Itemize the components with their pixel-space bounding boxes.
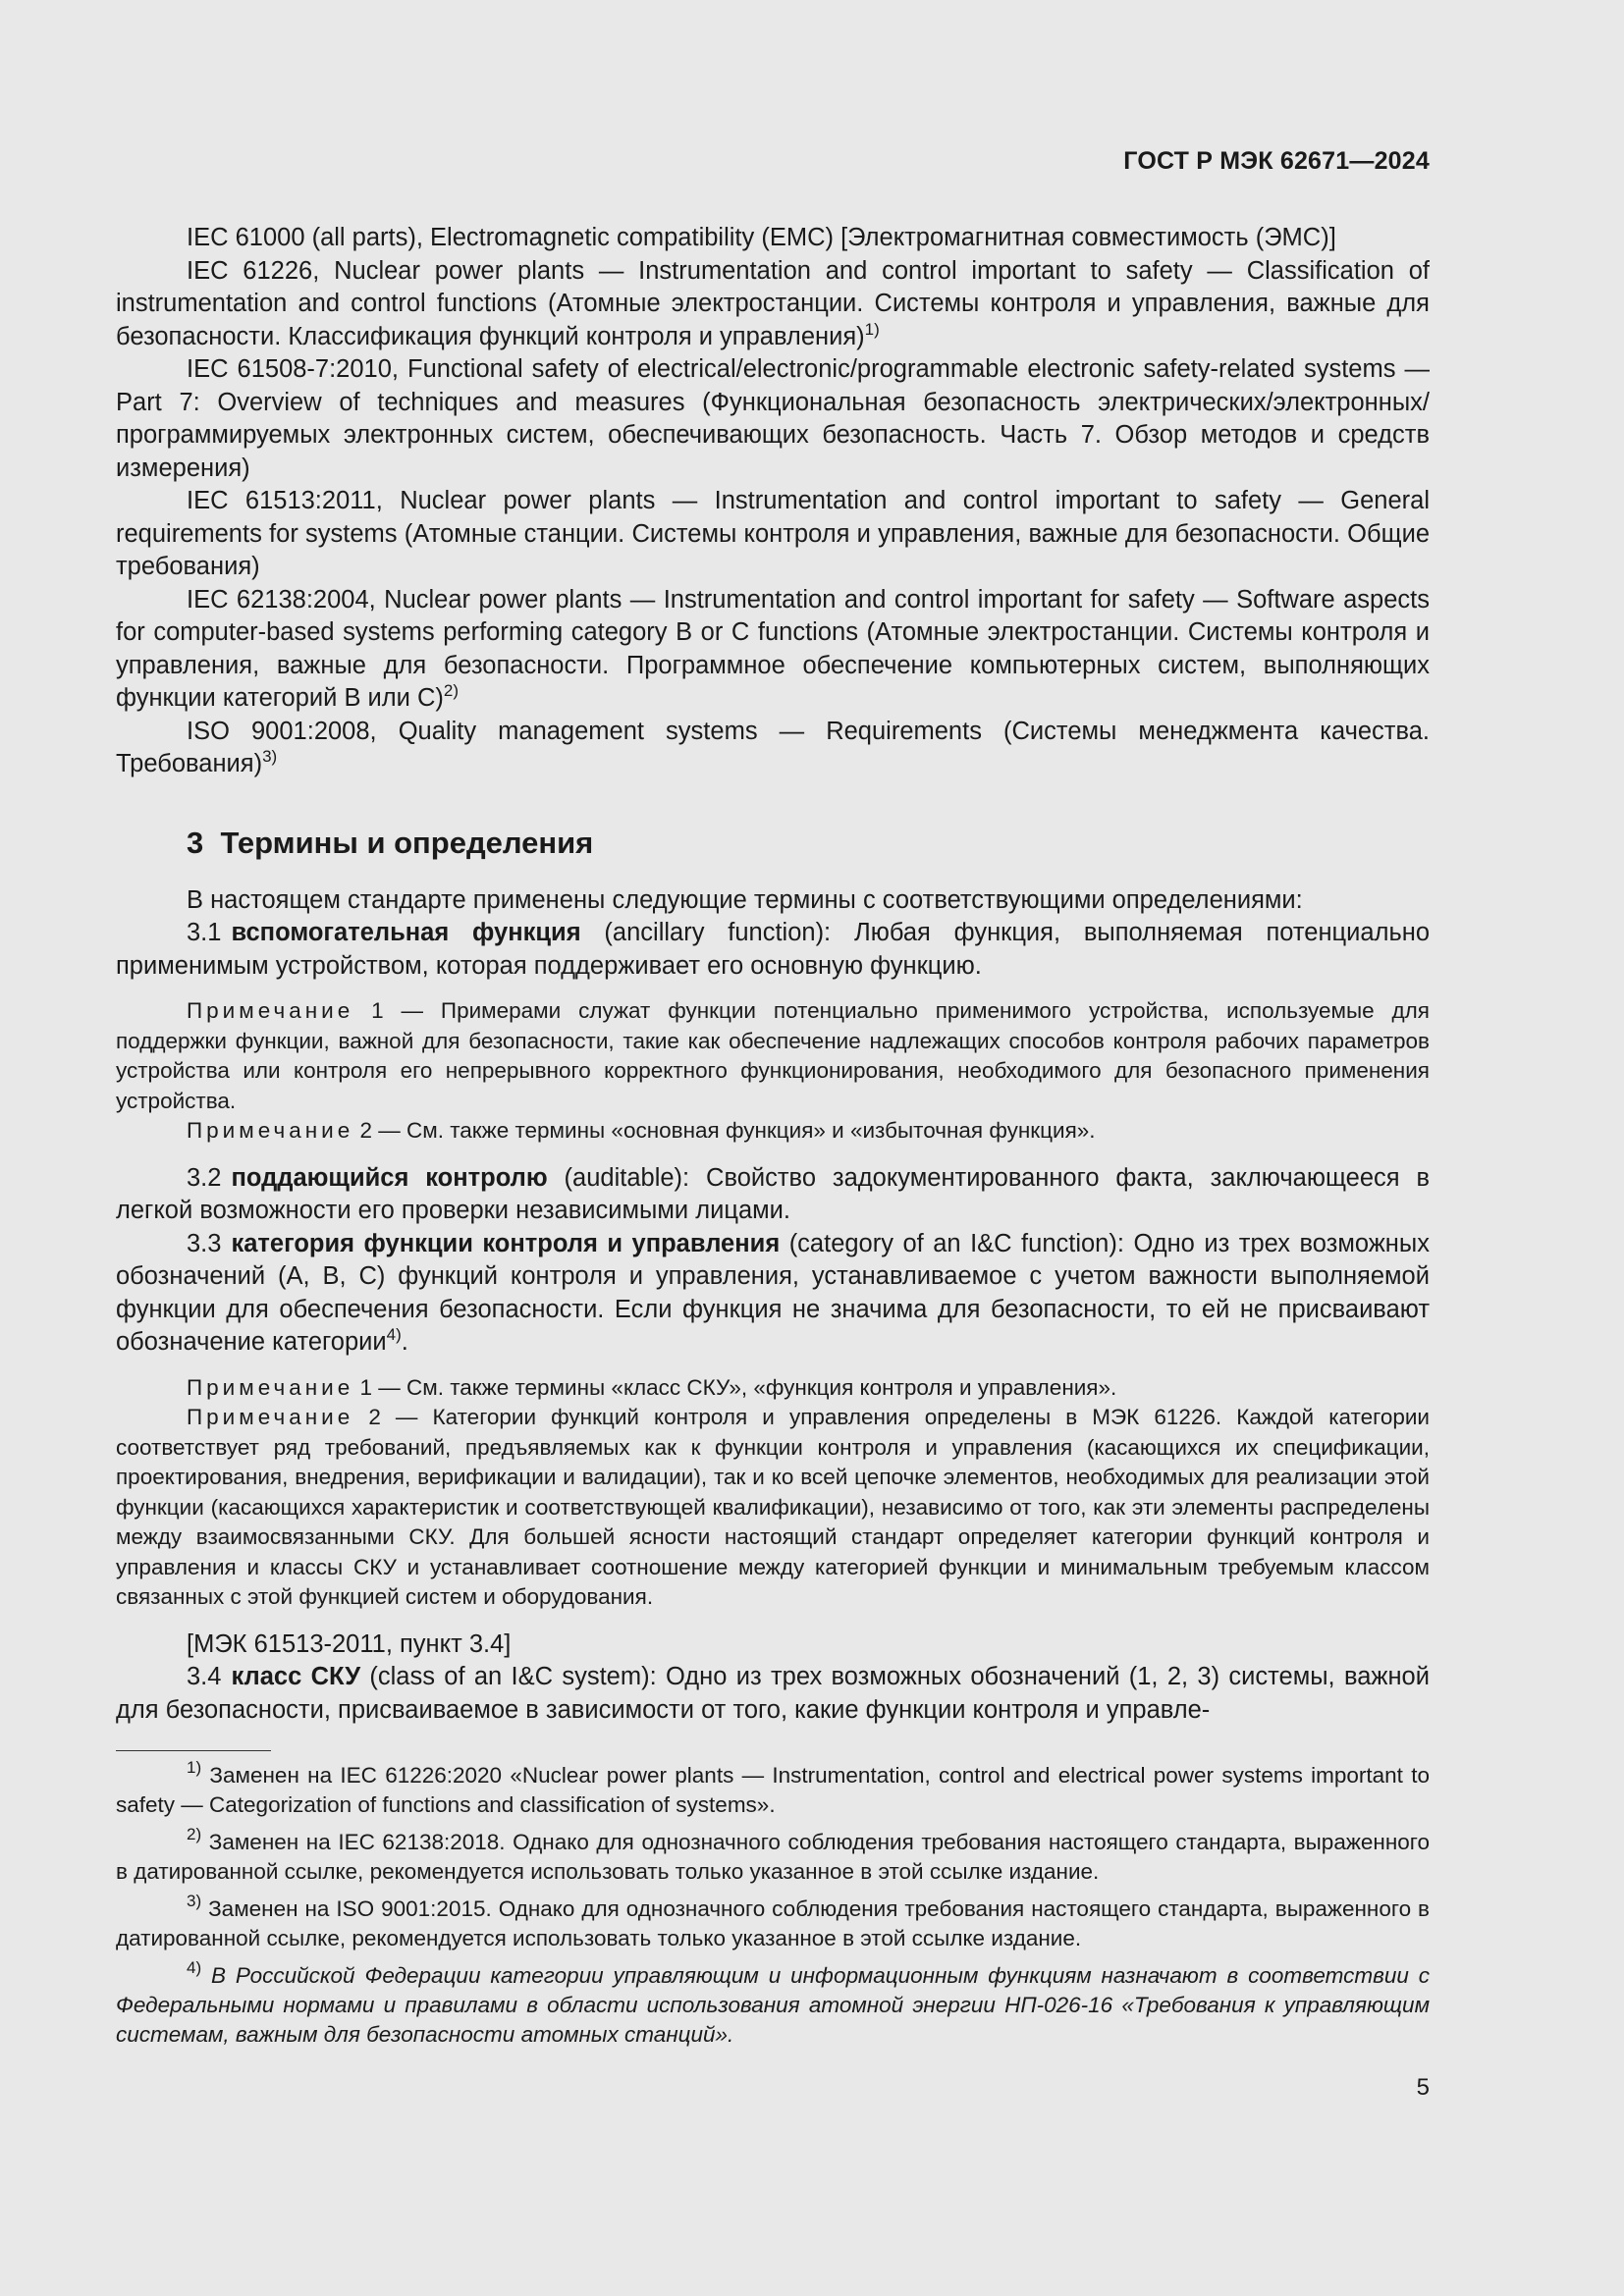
- note-label: Примечание: [187, 998, 354, 1023]
- note: [116, 1116, 1430, 1147]
- note: [116, 1403, 1430, 1613]
- footnote-mark: 2): [443, 681, 460, 700]
- reference-item: IEC 61226, Nuclear power plants — Instrumentation and control important to safety — Classification of instrumentation and control functions (Атомные электростанции. Системы контроля и управления, важные для безопасности. Классификация функций контроля и управления)$^{1)}$: [116, 256, 1430, 350]
- note-text: 2 — Категории функций контроля и управления определены в МЭК 61226. Каждой категории соответствует ряд требований, предъявляемых как к функции контроля и управления (касающихся их спецификации, проектирования, внедрения, верификации и валидации), так и ко всей цепочке элементов, необходимых для реализации этой функции (касающихся характеристик и соответствующей квалификации), независимо от того, как эти элементы распределены между взаимосвязанными СКУ. Для большей ясности настоящий стандарт определяет категории функций контроля и управления и классы СКУ и устанавливает соотношение между категорией функции и минимальным требуемым классом связанных с этой функцией систем и оборудования.: [116, 1405, 1430, 1609]
- footnote-mark: 4): [386, 1325, 402, 1344]
- term-text: Любая функция, выполняемая потенциально применимым устройством, которая поддерживает его основную функцию.: [116, 919, 1431, 980]
- section-title: Термины и определения: [220, 825, 594, 860]
- reference-item: IEC 61513:2011, Nuclear power plants — Instrumentation and control important to safety — General requirements for systems (Атомные станции. Системы контроля и управления, важные для безопасности. Общие требования): [116, 487, 1430, 580]
- term-definition: 3.3 категория функции контроля и управления (category of an I&C function): Одно из трех возможных обозначений (А, В, С) функций контроля и управления, устанавливаемое с учетом важности выполняемой функции для обеспечения безопасности. Если функция не значима для безопасности, то ей не присваивают обозначение категории$^{4)}$.: [116, 1229, 1430, 1356]
- footnote-text: Заменен на ISO 9001:2015. Однако для однозначного соблюдения требования настоящего стандарта, выраженного в датированной ссылке, рекомендуется использовать только указанное в этой ссылке издание.: [116, 1896, 1430, 1950]
- footnote-mark: 3): [262, 747, 278, 766]
- note-text: 2 — См. также термины «основная функция» и «избыточная функция».: [359, 1118, 1096, 1143]
- term-text: Одно из трех возможных обозначений (1, 2, 3) системы, важной для безопасности, присваиваемое в зависимости от того, какие функции контроля и управле-: [116, 1663, 1430, 1724]
- term-number: 3.4: [187, 1663, 222, 1690]
- term-number: 3.2: [187, 1163, 222, 1192]
- reference-item: IEC 62138:2004, Nuclear power plants — Instrumentation and control important for safety — Software aspects for computer-based systems performing category B or C functions (Атомные электростанции. Системы контроля и управления, важные для безопасности. Программное обеспечение компьютерных систем, выполняющих функции категорий В или С)$^{2)}$: [116, 585, 1430, 712]
- section-number: 3: [187, 825, 204, 860]
- footnote: [116, 1825, 1430, 1887]
- term-english: (auditable):: [564, 1163, 690, 1192]
- section-intro: В настоящем стандарте применены следующие термины с соответствующими определениями:: [187, 885, 1303, 914]
- document-header: ГОСТ Р МЭК 62671—2024: [1123, 147, 1430, 175]
- footnote: [116, 1758, 1430, 1820]
- term-source: [МЭК 61513-2011, пункт 3.4]: [187, 1629, 512, 1658]
- footnote-mark: 3): [187, 1892, 202, 1910]
- page-number: 5: [1416, 2074, 1430, 2101]
- term-name: категория функции контроля и управления: [231, 1229, 781, 1257]
- term-definition: [116, 1661, 1430, 1727]
- footnote-mark: 2): [187, 1825, 202, 1843]
- note-text: 1 — См. также термины «класс СКУ», «функция контроля и управления».: [359, 1374, 1117, 1400]
- footnote-divider: [116, 1750, 271, 1751]
- reference-item: IEC 61000 (all parts), Electromagnetic compatibility (EMC) [Электромагнитная совместимость (ЭМС)]: [187, 224, 1336, 251]
- note-text: 1 — Примерами служат функции потенциально применимого устройства, используемые для поддержки функции, важной для безопасности, такие как обеспечение надлежащих способов контроля рабочих параметров устройства или контроля его непрерывного корректного функционирования, необходимого для безопасного применения устройства.: [116, 998, 1430, 1113]
- footnote: [116, 1958, 1430, 2050]
- note: [116, 1373, 1430, 1404]
- term-text: Свойство задокументированного факта, заключающееся в легкой возможности его проверки независимыми лицами.: [116, 1163, 1430, 1224]
- footnote-text: В Российской Федерации категории управляющим и информационным функциям назначают в соответствии с Федеральными нормами и правилами в области использования атомной энергии НП-026-16 «Требования к управляющим системам, важным для безопасности атомных станций».: [116, 1963, 1430, 2047]
- term-definition: [116, 1162, 1430, 1228]
- footnote-text: Заменен на IEC 61226:2020 «Nuclear power plants — Instrumentation, control and electrical power systems important to safety — Categorization of functions and classification of systems».: [116, 1763, 1430, 1817]
- note-label: Примечание: [187, 1405, 354, 1429]
- footnote-text: Заменен на IEC 62138:2018. Однако для однозначного соблюдения требования настоящего стандарта, выраженного в датированной ссылке, рекомендуется использовать только указанное в этой ссылке издание.: [116, 1830, 1430, 1884]
- note-label: Примечание: [187, 1118, 354, 1143]
- reference-item: IEC 61508-7:2010, Functional safety of electrical/electronic/programmable electronic safety-related systems — Part 7: Overview of techniques and measures (Функциональная безопасность электрических/электронных/программируемых электронных систем, обеспечивающих безопасность. Часть 7. Обзор методов и средств измерения): [116, 355, 1430, 482]
- term-number: 3.1: [187, 919, 222, 946]
- term-number: 3.3: [187, 1229, 222, 1257]
- footnote-mark: 1): [187, 1758, 202, 1777]
- term-english: (category of an I&C function):: [788, 1229, 1124, 1257]
- note-label: Примечание: [187, 1374, 354, 1400]
- note: [116, 996, 1430, 1116]
- section-heading: [187, 824, 1430, 863]
- reference-item: ISO 9001:2008, Quality management systems — Requirements (Системы менеджмента качества. Требования)$^{3)}$: [116, 717, 1430, 777]
- term-english: (class of an I&C system):: [369, 1663, 657, 1690]
- term-name: вспомогательная функция: [231, 919, 581, 946]
- footnote: [116, 1892, 1430, 1953]
- term-text: Одно из трех возможных обозначений (А, В, С) функций контроля и управления, устанавливаемое с учетом важности выполняемой функции для обеспечения безопасности. Если функция не значима для безопасности, то ей не присваивают обозначение категории: [116, 1229, 1430, 1356]
- term-english: (ancillary function):: [604, 919, 832, 946]
- footnote-mark: 4): [187, 1958, 202, 1977]
- term-name: класс СКУ: [231, 1663, 361, 1690]
- term-definition: [116, 917, 1430, 983]
- footnote-mark: 1): [864, 319, 880, 339]
- term-name: поддающийся контролю: [231, 1163, 548, 1192]
- page-content: [116, 222, 1430, 2057]
